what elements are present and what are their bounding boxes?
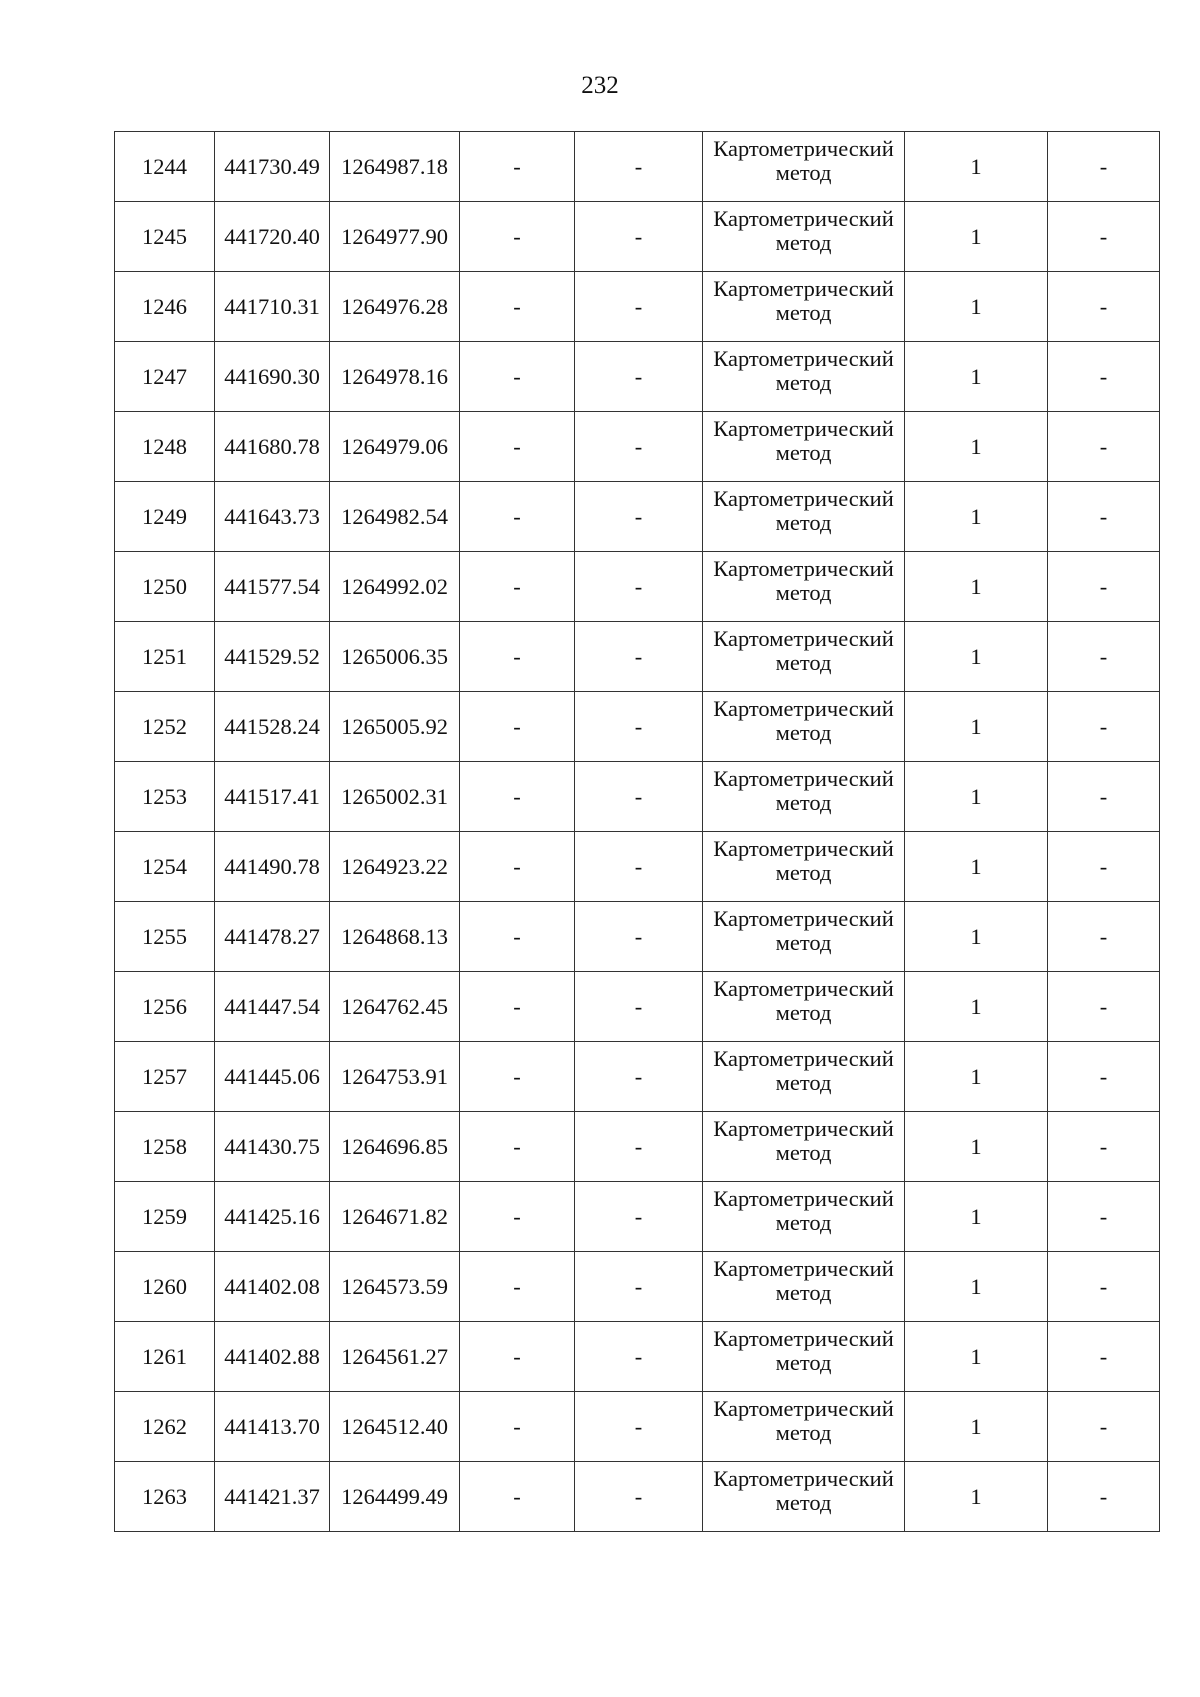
- value-cell: 1: [905, 552, 1048, 622]
- method-label-line-1: Картометрический: [713, 975, 894, 1001]
- method-label-line-2: метод: [775, 439, 832, 465]
- empty-value-cell: -: [1048, 622, 1160, 692]
- method-cell: [703, 762, 905, 832]
- empty-value-cell: -: [575, 1462, 703, 1532]
- method-label-line-2: метод: [775, 509, 832, 535]
- method-label-line-2: метод: [775, 369, 832, 395]
- method-label-line-2: метод: [775, 1419, 832, 1445]
- value-cell: 1: [905, 1322, 1048, 1392]
- value-cell: 1: [905, 692, 1048, 762]
- table-row: [115, 1252, 1160, 1322]
- y-coordinate-cell: 1264976.28: [330, 272, 460, 342]
- empty-value-cell: -: [575, 412, 703, 482]
- method-label-line-1: Картометрический: [713, 1395, 894, 1421]
- y-coordinate-cell: 1265002.31: [330, 762, 460, 832]
- point-number-cell: 1254: [115, 832, 215, 902]
- method-cell: [703, 832, 905, 902]
- empty-value-cell: -: [575, 1252, 703, 1322]
- point-number-cell: 1246: [115, 272, 215, 342]
- y-coordinate-cell: 1264561.27: [330, 1322, 460, 1392]
- method-cell: [703, 1042, 905, 1112]
- y-coordinate-cell: 1264671.82: [330, 1182, 460, 1252]
- table-row: [115, 1462, 1160, 1532]
- empty-value-cell: -: [460, 692, 575, 762]
- y-coordinate-cell: 1264512.40: [330, 1392, 460, 1462]
- empty-value-cell: -: [1048, 132, 1160, 202]
- method-label-line-1: Картометрический: [713, 765, 894, 791]
- value-cell: 1: [905, 832, 1048, 902]
- empty-value-cell: -: [1048, 1252, 1160, 1322]
- method-label-line-1: Картометрический: [713, 135, 894, 161]
- empty-value-cell: -: [460, 762, 575, 832]
- empty-value-cell: -: [1048, 1392, 1160, 1462]
- y-coordinate-cell: 1265006.35: [330, 622, 460, 692]
- table-row: [115, 272, 1160, 342]
- empty-value-cell: -: [460, 972, 575, 1042]
- empty-value-cell: -: [1048, 832, 1160, 902]
- method-label-line-2: метод: [775, 299, 832, 325]
- empty-value-cell: -: [460, 1252, 575, 1322]
- method-label-line-2: метод: [775, 789, 832, 815]
- method-label-line-2: метод: [775, 649, 832, 675]
- method-label-line-2: метод: [775, 1139, 832, 1165]
- point-number-cell: 1250: [115, 552, 215, 622]
- empty-value-cell: -: [460, 622, 575, 692]
- method-cell: [703, 342, 905, 412]
- method-cell: [703, 482, 905, 552]
- method-cell: [703, 412, 905, 482]
- x-coordinate-cell: 441577.54: [215, 552, 330, 622]
- value-cell: 1: [905, 1462, 1048, 1532]
- method-cell: [703, 1322, 905, 1392]
- y-coordinate-cell: 1264978.16: [330, 342, 460, 412]
- table-row: [115, 202, 1160, 272]
- point-number-cell: 1249: [115, 482, 215, 552]
- x-coordinate-cell: 441643.73: [215, 482, 330, 552]
- x-coordinate-cell: 441447.54: [215, 972, 330, 1042]
- method-label-line-1: Картометрический: [713, 695, 894, 721]
- method-label-line-1: Картометрический: [713, 275, 894, 301]
- table-row: [115, 1112, 1160, 1182]
- x-coordinate-cell: 441490.78: [215, 832, 330, 902]
- value-cell: 1: [905, 1112, 1048, 1182]
- value-cell: 1: [905, 1392, 1048, 1462]
- empty-value-cell: -: [460, 1322, 575, 1392]
- empty-value-cell: -: [1048, 692, 1160, 762]
- method-cell: [703, 622, 905, 692]
- x-coordinate-cell: 441402.88: [215, 1322, 330, 1392]
- method-label-line-2: метод: [775, 1279, 832, 1305]
- empty-value-cell: -: [575, 482, 703, 552]
- value-cell: 1: [905, 202, 1048, 272]
- point-number-cell: 1259: [115, 1182, 215, 1252]
- empty-value-cell: -: [460, 1042, 575, 1112]
- method-label-line-1: Картометрический: [713, 1255, 894, 1281]
- x-coordinate-cell: 441730.49: [215, 132, 330, 202]
- method-label-line-2: метод: [775, 999, 832, 1025]
- method-cell: [703, 1392, 905, 1462]
- value-cell: 1: [905, 902, 1048, 972]
- value-cell: 1: [905, 972, 1048, 1042]
- table-row: [115, 1042, 1160, 1112]
- empty-value-cell: -: [1048, 272, 1160, 342]
- empty-value-cell: -: [575, 762, 703, 832]
- x-coordinate-cell: 441529.52: [215, 622, 330, 692]
- y-coordinate-cell: 1264923.22: [330, 832, 460, 902]
- value-cell: 1: [905, 1252, 1048, 1322]
- point-number-cell: 1251: [115, 622, 215, 692]
- empty-value-cell: -: [460, 272, 575, 342]
- method-cell: [703, 1182, 905, 1252]
- y-coordinate-cell: 1264762.45: [330, 972, 460, 1042]
- method-label-line-2: метод: [775, 1069, 832, 1095]
- x-coordinate-cell: 441517.41: [215, 762, 330, 832]
- y-coordinate-cell: 1264979.06: [330, 412, 460, 482]
- value-cell: 1: [905, 482, 1048, 552]
- point-number-cell: 1256: [115, 972, 215, 1042]
- table-row: [115, 622, 1160, 692]
- point-number-cell: 1260: [115, 1252, 215, 1322]
- empty-value-cell: -: [575, 132, 703, 202]
- empty-value-cell: -: [460, 1462, 575, 1532]
- point-number-cell: 1255: [115, 902, 215, 972]
- x-coordinate-cell: 441710.31: [215, 272, 330, 342]
- method-label-line-1: Картометрический: [713, 415, 894, 441]
- empty-value-cell: -: [575, 342, 703, 412]
- point-number-cell: 1262: [115, 1392, 215, 1462]
- method-label-line-2: метод: [775, 719, 832, 745]
- table-row: [115, 1322, 1160, 1392]
- empty-value-cell: -: [460, 832, 575, 902]
- empty-value-cell: -: [460, 1182, 575, 1252]
- x-coordinate-cell: 441413.70: [215, 1392, 330, 1462]
- method-label-line-2: метод: [775, 929, 832, 955]
- method-cell: [703, 552, 905, 622]
- empty-value-cell: -: [460, 552, 575, 622]
- table-row: [115, 342, 1160, 412]
- method-label-line-2: метод: [775, 859, 832, 885]
- table-row: [115, 762, 1160, 832]
- x-coordinate-cell: 441421.37: [215, 1462, 330, 1532]
- empty-value-cell: -: [575, 552, 703, 622]
- y-coordinate-cell: 1264992.02: [330, 552, 460, 622]
- method-label-line-2: метод: [775, 159, 832, 185]
- method-label-line-1: Картометрический: [713, 205, 894, 231]
- method-cell: [703, 1252, 905, 1322]
- table-body: [115, 132, 1160, 1532]
- method-label-line-1: Картометрический: [713, 905, 894, 931]
- method-label-line-1: Картометрический: [713, 1045, 894, 1071]
- empty-value-cell: -: [1048, 342, 1160, 412]
- table-row: [115, 1182, 1160, 1252]
- x-coordinate-cell: 441478.27: [215, 902, 330, 972]
- point-number-cell: 1252: [115, 692, 215, 762]
- empty-value-cell: -: [1048, 202, 1160, 272]
- point-number-cell: 1258: [115, 1112, 215, 1182]
- table-row: [115, 412, 1160, 482]
- empty-value-cell: -: [460, 1392, 575, 1462]
- method-label-line-1: Картометрический: [713, 1115, 894, 1141]
- method-label-line-1: Картометрический: [713, 485, 894, 511]
- value-cell: 1: [905, 272, 1048, 342]
- x-coordinate-cell: 441402.08: [215, 1252, 330, 1322]
- x-coordinate-cell: 441690.30: [215, 342, 330, 412]
- x-coordinate-cell: 441430.75: [215, 1112, 330, 1182]
- value-cell: 1: [905, 1042, 1048, 1112]
- method-cell: [703, 692, 905, 762]
- empty-value-cell: -: [1048, 1042, 1160, 1112]
- empty-value-cell: -: [1048, 482, 1160, 552]
- point-number-cell: 1245: [115, 202, 215, 272]
- point-number-cell: 1247: [115, 342, 215, 412]
- empty-value-cell: -: [1048, 552, 1160, 622]
- empty-value-cell: -: [1048, 412, 1160, 482]
- empty-value-cell: -: [575, 972, 703, 1042]
- empty-value-cell: -: [1048, 972, 1160, 1042]
- empty-value-cell: -: [1048, 902, 1160, 972]
- method-label-line-2: метод: [775, 229, 832, 255]
- method-cell: [703, 902, 905, 972]
- empty-value-cell: -: [575, 1392, 703, 1462]
- method-cell: [703, 132, 905, 202]
- method-cell: [703, 972, 905, 1042]
- empty-value-cell: -: [460, 412, 575, 482]
- method-label-line-1: Картометрический: [713, 1185, 894, 1211]
- point-number-cell: 1257: [115, 1042, 215, 1112]
- page-number: 232: [581, 72, 619, 99]
- x-coordinate-cell: 441528.24: [215, 692, 330, 762]
- table-row: [115, 692, 1160, 762]
- value-cell: 1: [905, 762, 1048, 832]
- method-cell: [703, 202, 905, 272]
- table-row: [115, 902, 1160, 972]
- empty-value-cell: -: [460, 482, 575, 552]
- y-coordinate-cell: 1264573.59: [330, 1252, 460, 1322]
- empty-value-cell: -: [575, 902, 703, 972]
- y-coordinate-cell: 1264982.54: [330, 482, 460, 552]
- method-label-line-2: метод: [775, 1209, 832, 1235]
- empty-value-cell: -: [460, 902, 575, 972]
- empty-value-cell: -: [460, 202, 575, 272]
- empty-value-cell: -: [575, 832, 703, 902]
- method-label-line-2: метод: [775, 579, 832, 605]
- point-number-cell: 1263: [115, 1462, 215, 1532]
- method-label-line-2: метод: [775, 1489, 832, 1515]
- empty-value-cell: -: [575, 202, 703, 272]
- value-cell: 1: [905, 132, 1048, 202]
- empty-value-cell: -: [460, 132, 575, 202]
- empty-value-cell: -: [1048, 762, 1160, 832]
- x-coordinate-cell: 441445.06: [215, 1042, 330, 1112]
- method-label-line-1: Картометрический: [713, 345, 894, 371]
- method-cell: [703, 272, 905, 342]
- empty-value-cell: -: [575, 1322, 703, 1392]
- empty-value-cell: -: [460, 342, 575, 412]
- table-row: [115, 552, 1160, 622]
- empty-value-cell: -: [575, 692, 703, 762]
- method-label-line-1: Картометрический: [713, 1465, 894, 1491]
- empty-value-cell: -: [1048, 1112, 1160, 1182]
- empty-value-cell: -: [575, 622, 703, 692]
- y-coordinate-cell: 1264868.13: [330, 902, 460, 972]
- table-row: [115, 132, 1160, 202]
- coordinates-table: [114, 131, 1160, 1532]
- point-number-cell: 1253: [115, 762, 215, 832]
- table-row: [115, 972, 1160, 1042]
- method-label-line-1: Картометрический: [713, 555, 894, 581]
- x-coordinate-cell: 441425.16: [215, 1182, 330, 1252]
- empty-value-cell: -: [1048, 1182, 1160, 1252]
- y-coordinate-cell: 1264977.90: [330, 202, 460, 272]
- x-coordinate-cell: 441720.40: [215, 202, 330, 272]
- empty-value-cell: -: [1048, 1462, 1160, 1532]
- value-cell: 1: [905, 1182, 1048, 1252]
- table-row: [115, 1392, 1160, 1462]
- empty-value-cell: -: [575, 1182, 703, 1252]
- point-number-cell: 1248: [115, 412, 215, 482]
- method-label-line-2: метод: [775, 1349, 832, 1375]
- method-cell: [703, 1462, 905, 1532]
- empty-value-cell: -: [575, 1112, 703, 1182]
- empty-value-cell: -: [575, 1042, 703, 1112]
- table-row: [115, 482, 1160, 552]
- y-coordinate-cell: 1265005.92: [330, 692, 460, 762]
- point-number-cell: 1244: [115, 132, 215, 202]
- empty-value-cell: -: [575, 272, 703, 342]
- point-number-cell: 1261: [115, 1322, 215, 1392]
- value-cell: 1: [905, 342, 1048, 412]
- value-cell: 1: [905, 622, 1048, 692]
- method-label-line-1: Картометрический: [713, 1325, 894, 1351]
- method-label-line-1: Картометрический: [713, 835, 894, 861]
- x-coordinate-cell: 441680.78: [215, 412, 330, 482]
- table-row: [115, 832, 1160, 902]
- empty-value-cell: -: [1048, 1322, 1160, 1392]
- y-coordinate-cell: 1264753.91: [330, 1042, 460, 1112]
- y-coordinate-cell: 1264696.85: [330, 1112, 460, 1182]
- method-cell: [703, 1112, 905, 1182]
- y-coordinate-cell: 1264987.18: [330, 132, 460, 202]
- empty-value-cell: -: [460, 1112, 575, 1182]
- value-cell: 1: [905, 412, 1048, 482]
- y-coordinate-cell: 1264499.49: [330, 1462, 460, 1532]
- method-label-line-1: Картометрический: [713, 625, 894, 651]
